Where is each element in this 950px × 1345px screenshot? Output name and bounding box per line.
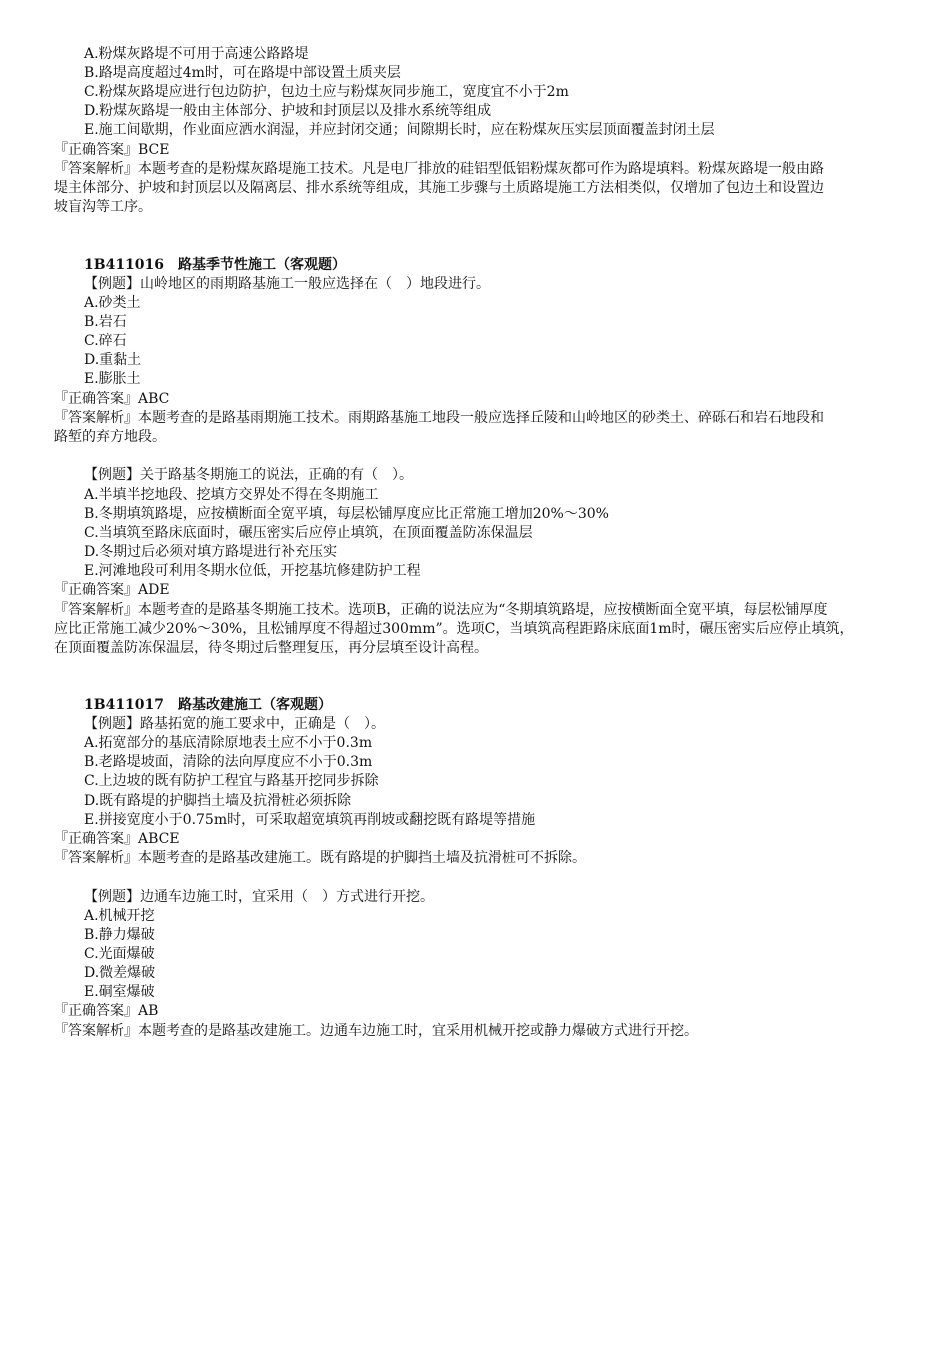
answer-analysis: 『答案解析』本题考查的是路基冬期施工技术。选项B，正确的说法应为“冬期填筑路堤，应按横断面全宽平填，每层松铺厚度 [54, 602, 828, 618]
answer-analysis: 在顶面覆盖防冻保温层，待冬期过后整理复压，再分层填至设计高程。 [54, 640, 488, 656]
answer-analysis: 『答案解析』本题考查的是路基改建施工。边通车边施工时，宜采用机械开挖或静力爆破方式进行开挖。 [54, 1023, 698, 1039]
option-c: C.粉煤灰路堤应进行包边防护，包边土应与粉煤灰同步施工，宽度宜不小于2m [84, 84, 569, 100]
option-a: A.砂类土 [84, 295, 141, 311]
option-d: D.粉煤灰路堤一般由主体部分、护坡和封顶层以及排水系统等组成 [84, 103, 492, 119]
correct-answer: 『正确答案』ADE [54, 582, 170, 598]
question-stem: 【例题】边通车边施工时，宜采用（ ）方式进行开挖。 [84, 889, 434, 905]
section-title: 路基季节性施工（客观题） [178, 257, 347, 273]
option-d: D.重黏土 [84, 352, 142, 368]
option-d: D.冬期过后必须对填方路堤进行补充压实 [84, 544, 338, 560]
question-stem: 【例题】关于路基冬期施工的说法，正确的有（ ）。 [84, 467, 413, 483]
question-stem: 【例题】山岭地区的雨期路基施工一般应选择在（ ）地段进行。 [84, 276, 490, 292]
correct-answer: 『正确答案』BCE [54, 142, 170, 158]
answer-analysis: 『答案解析』本题考查的是粉煤灰路堤施工技术。凡是电厂排放的硅铝型低铝粉煤灰都可作为路堤填料。粉煤灰路堤一般由路 [54, 161, 824, 177]
correct-answer: 『正确答案』AB [54, 1003, 159, 1019]
answer-analysis: 坡盲沟等工序。 [54, 199, 152, 215]
option-a: A.机械开挖 [84, 908, 155, 924]
answer-analysis: 应比正常施工减少20%～30%，且松铺厚度不得超过300mm”。选项C，当填筑高程距路床底面1m时，碾压密实后应停止填筑， [54, 621, 854, 637]
question-stem: 【例题】路基拓宽的施工要求中，正确是（ ）。 [84, 716, 385, 732]
option-e: E.施工间歇期，作业面应洒水润湿，并应封闭交通；间隙期长时，应在粉煤灰压实层顶面覆盖封闭土层 [84, 122, 715, 138]
option-b: B.冬期填筑路堤，应按横断面全宽平填，每层松铺厚度应比正常施工增加20%～30% [84, 506, 609, 522]
option-e: E.硐室爆破 [84, 984, 155, 1000]
answer-analysis: 路堑的弃方地段。 [54, 429, 166, 445]
section-heading [84, 696, 332, 715]
option-c: C.上边坡的既有防护工程宜与路基开挖同步拆除 [84, 773, 379, 789]
option-e: E.河滩地段可利用冬期水位低，开挖基坑修建防护工程 [84, 563, 421, 579]
option-c: C.碎石 [84, 333, 127, 349]
section-code: 1B411016 [84, 257, 165, 273]
option-a: A.拓宽部分的基底清除原地表土应不小于0.3m [84, 735, 373, 751]
option-a: A.半填半挖地段、挖填方交界处不得在冬期施工 [84, 487, 379, 503]
option-b: B.岩石 [84, 314, 127, 330]
correct-answer: 『正确答案』ABCE [54, 831, 180, 847]
section-code: 1B411017 [84, 697, 165, 713]
option-e: E.膨胀土 [84, 371, 141, 387]
option-c: C.当填筑至路床底面时，碾压密实后应停止填筑，在顶面覆盖防冻保温层 [84, 525, 533, 541]
answer-analysis: 『答案解析』本题考查的是路基改建施工。既有路堤的护脚挡土墙及抗滑桩可不拆除。 [54, 850, 586, 866]
option-d: D.微差爆破 [84, 965, 156, 981]
option-b: B.老路堤坡面，清除的法向厚度应不小于0.3m [84, 754, 373, 770]
answer-analysis: 『答案解析』本题考查的是路基雨期施工技术。雨期路基施工地段一般应选择丘陵和山岭地区的砂类土、碎砾石和岩石地段和 [54, 410, 824, 426]
option-d: D.既有路堤的护脚挡土墙及抗滑桩必须拆除 [84, 793, 352, 809]
option-c: C.光面爆破 [84, 946, 155, 962]
correct-answer: 『正确答案』ABC [54, 391, 170, 407]
section-heading [84, 256, 346, 275]
answer-analysis: 堤主体部分、护坡和封顶层以及隔离层、排水系统等组成，其施工步骤与土质路堤施工方法相类似，仅增加了包边土和设置边 [54, 180, 824, 196]
option-b: B.静力爆破 [84, 927, 155, 943]
option-e: E.拼接宽度小于0.75m时，可采取超宽填筑再削坡或翻挖既有路堤等措施 [84, 812, 536, 828]
section-title: 路基改建施工（客观题） [178, 697, 333, 713]
option-b: B.路堤高度超过4m时，可在路堤中部设置土质夹层 [84, 65, 401, 81]
option-a: A.粉煤灰路堤不可用于高速公路路堤 [84, 46, 309, 62]
